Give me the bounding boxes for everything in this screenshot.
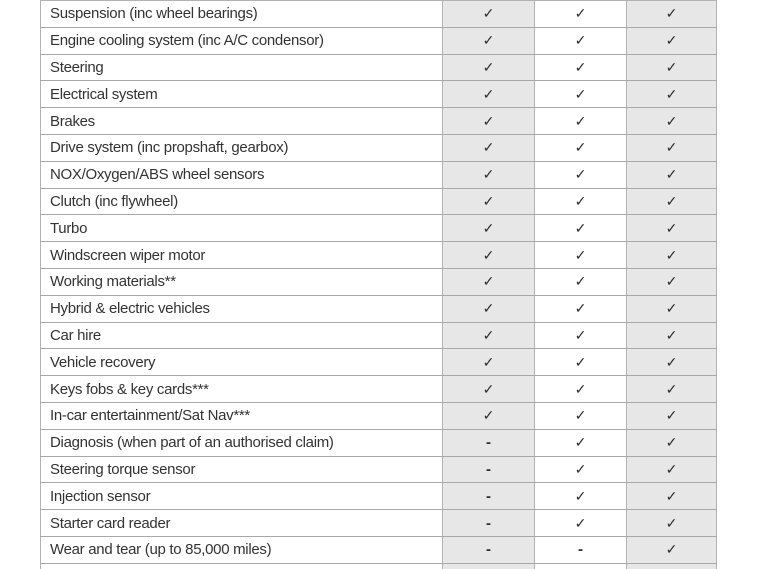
column-1-cell [443, 81, 535, 107]
check-icon: ✓ [482, 246, 495, 263]
column-3-cell [627, 242, 717, 268]
feature-label: Windscreen wiper motor [40, 242, 443, 268]
column-3-cell [627, 430, 717, 456]
check-icon: ✓ [665, 541, 678, 558]
check-icon: ✓ [574, 219, 587, 236]
table-row [40, 215, 717, 242]
check-icon: ✓ [574, 514, 587, 531]
table-row [40, 430, 717, 457]
table-row [40, 28, 717, 55]
table-row [40, 403, 717, 430]
check-icon: ✓ [574, 246, 587, 263]
check-icon: ✓ [665, 487, 678, 504]
column-3-cell [627, 457, 717, 483]
check-icon: ✓ [482, 32, 495, 49]
column-1-cell [443, 135, 535, 161]
check-icon: ✓ [574, 326, 587, 343]
check-icon: ✓ [574, 487, 587, 504]
column-1-cell [443, 28, 535, 54]
column-2-cell [535, 510, 627, 536]
check-icon: ✓ [665, 246, 678, 263]
check-icon: ✓ [665, 219, 678, 236]
column-3-cell [627, 55, 717, 81]
column-2-cell [535, 55, 627, 81]
column-1-cell [443, 108, 535, 134]
table-row [40, 323, 717, 350]
check-icon: ✓ [574, 460, 587, 477]
feature-label: Brakes [40, 108, 443, 134]
check-icon: ✓ [482, 5, 495, 22]
column-1-cell [443, 162, 535, 188]
column-2-cell [535, 269, 627, 295]
check-icon: ✓ [574, 166, 587, 183]
table-row [40, 376, 717, 403]
column-3-cell [627, 1, 717, 27]
column-2-cell [535, 296, 627, 322]
check-icon: ✓ [574, 112, 587, 129]
table-row [40, 162, 717, 189]
column-3-cell [627, 108, 717, 134]
check-icon: ✓ [665, 514, 678, 531]
dash-icon: - [486, 514, 491, 532]
check-icon: ✓ [482, 380, 495, 397]
feature-label: Injection sensor [40, 483, 443, 509]
column-1-cell [443, 510, 535, 536]
column-2-cell [535, 483, 627, 509]
dash-icon: - [486, 434, 491, 452]
check-icon: ✓ [665, 353, 678, 370]
column-2-cell [535, 1, 627, 27]
dash-icon: - [486, 460, 491, 478]
column-1-cell [443, 242, 535, 268]
check-icon: ✓ [574, 32, 587, 49]
check-icon: ✓ [482, 407, 495, 424]
feature-label: Electrical system [40, 81, 443, 107]
column-1-cell [443, 55, 535, 81]
column-1-cell [443, 376, 535, 402]
feature-label: Hybrid & electric vehicles [40, 296, 443, 322]
table-row [40, 1, 717, 28]
column-3-cell [627, 28, 717, 54]
column-2-cell [535, 135, 627, 161]
column-1-cell [443, 349, 535, 375]
check-icon: ✓ [574, 300, 587, 317]
column-2-cell [535, 215, 627, 241]
check-icon: ✓ [665, 32, 678, 49]
column-3-cell [627, 296, 717, 322]
column-2-cell [535, 376, 627, 402]
check-icon: ✓ [665, 380, 678, 397]
column-1-cell [443, 189, 535, 215]
column-1-cell [443, 323, 535, 349]
check-icon: ✓ [665, 460, 678, 477]
check-icon: ✓ [574, 407, 587, 424]
check-icon: ✓ [482, 85, 495, 102]
check-icon: ✓ [482, 300, 495, 317]
column-2-cell [535, 242, 627, 268]
check-icon: ✓ [665, 434, 678, 451]
check-icon: ✓ [574, 192, 587, 209]
feature-label: NOX/Oxygen/ABS wheel sensors [40, 162, 443, 188]
column-3-cell [627, 483, 717, 509]
feature-label: Keys fobs & key cards*** [40, 376, 443, 402]
column-3-cell [627, 564, 717, 569]
check-icon: ✓ [574, 353, 587, 370]
check-icon: ✓ [574, 273, 587, 290]
column-1-cell [443, 296, 535, 322]
column-2-cell [535, 349, 627, 375]
table-row [40, 537, 717, 564]
column-2-cell [535, 430, 627, 456]
table-row [40, 81, 717, 108]
dash-icon: - [486, 487, 491, 505]
column-1-cell [443, 537, 535, 563]
column-3-cell [627, 135, 717, 161]
feature-label: Working materials** [40, 269, 443, 295]
feature-label: Starter card reader [40, 510, 443, 536]
check-icon: ✓ [482, 139, 495, 156]
column-3-cell [627, 349, 717, 375]
feature-label: Steering torque sensor [40, 457, 443, 483]
column-1-cell [443, 430, 535, 456]
table-row [40, 349, 717, 376]
table-row [40, 510, 717, 537]
column-1-cell [443, 1, 535, 27]
column-2-cell [535, 108, 627, 134]
column-1-cell [443, 403, 535, 429]
check-icon: ✓ [665, 85, 678, 102]
column-3-cell [627, 537, 717, 563]
check-icon: ✓ [574, 434, 587, 451]
table-row-partial [40, 564, 717, 569]
column-2-cell [535, 28, 627, 54]
table-row [40, 189, 717, 216]
table-row [40, 269, 717, 296]
table-row [40, 483, 717, 510]
column-3-cell [627, 162, 717, 188]
dash-icon: - [578, 541, 583, 559]
check-icon: ✓ [574, 139, 587, 156]
column-3-cell [627, 269, 717, 295]
check-icon: ✓ [482, 273, 495, 290]
check-icon: ✓ [574, 85, 587, 102]
column-3-cell [627, 323, 717, 349]
column-3-cell [627, 215, 717, 241]
column-3-cell [627, 81, 717, 107]
column-3-cell [627, 403, 717, 429]
table-row [40, 296, 717, 323]
coverage-comparison-table [40, 0, 717, 569]
check-icon: ✓ [482, 219, 495, 236]
check-icon: ✓ [665, 58, 678, 75]
check-icon: ✓ [665, 112, 678, 129]
feature-label: Suspension (inc wheel bearings) [40, 1, 443, 27]
check-icon: ✓ [665, 407, 678, 424]
check-icon: ✓ [482, 326, 495, 343]
feature-label: Engine cooling system (inc A/C condensor) [40, 28, 443, 54]
column-2-cell [535, 564, 627, 569]
column-1-cell [443, 483, 535, 509]
check-icon: ✓ [482, 166, 495, 183]
check-icon: ✓ [665, 166, 678, 183]
check-icon: ✓ [665, 192, 678, 209]
column-1-cell [443, 269, 535, 295]
feature-label: Car hire [40, 323, 443, 349]
column-2-cell [535, 81, 627, 107]
feature-label: Steering [40, 55, 443, 81]
column-3-cell [627, 189, 717, 215]
check-icon: ✓ [574, 5, 587, 22]
check-icon: ✓ [665, 139, 678, 156]
check-icon: ✓ [665, 300, 678, 317]
check-icon: ✓ [482, 112, 495, 129]
check-icon: ✓ [482, 192, 495, 209]
table-row [40, 108, 717, 135]
check-icon: ✓ [482, 58, 495, 75]
column-2-cell [535, 537, 627, 563]
column-3-cell [627, 510, 717, 536]
check-icon: ✓ [482, 353, 495, 370]
feature-label: Clutch (inc flywheel) [40, 189, 443, 215]
column-2-cell [535, 323, 627, 349]
check-icon: ✓ [665, 5, 678, 22]
column-2-cell [535, 403, 627, 429]
table-row [40, 457, 717, 484]
check-icon: ✓ [665, 326, 678, 343]
column-2-cell [535, 162, 627, 188]
table-row [40, 242, 717, 269]
feature-label: Vehicle recovery [40, 349, 443, 375]
column-2-cell [535, 457, 627, 483]
check-icon: ✓ [665, 273, 678, 290]
table-row [40, 55, 717, 82]
column-3-cell [627, 376, 717, 402]
column-1-cell [443, 215, 535, 241]
check-icon: ✓ [574, 380, 587, 397]
feature-label: Turbo [40, 215, 443, 241]
dash-icon: - [486, 541, 491, 559]
column-1-cell [443, 564, 535, 569]
feature-label [40, 564, 443, 569]
column-2-cell [535, 189, 627, 215]
check-icon: ✓ [574, 58, 587, 75]
column-1-cell [443, 457, 535, 483]
feature-label: Diagnosis (when part of an authorised claim) [40, 430, 443, 456]
table-row [40, 135, 717, 162]
feature-label: Drive system (inc propshaft, gearbox) [40, 135, 443, 161]
feature-label: Wear and tear (up to 85,000 miles) [40, 537, 443, 563]
feature-label: In-car entertainment/Sat Nav*** [40, 403, 443, 429]
